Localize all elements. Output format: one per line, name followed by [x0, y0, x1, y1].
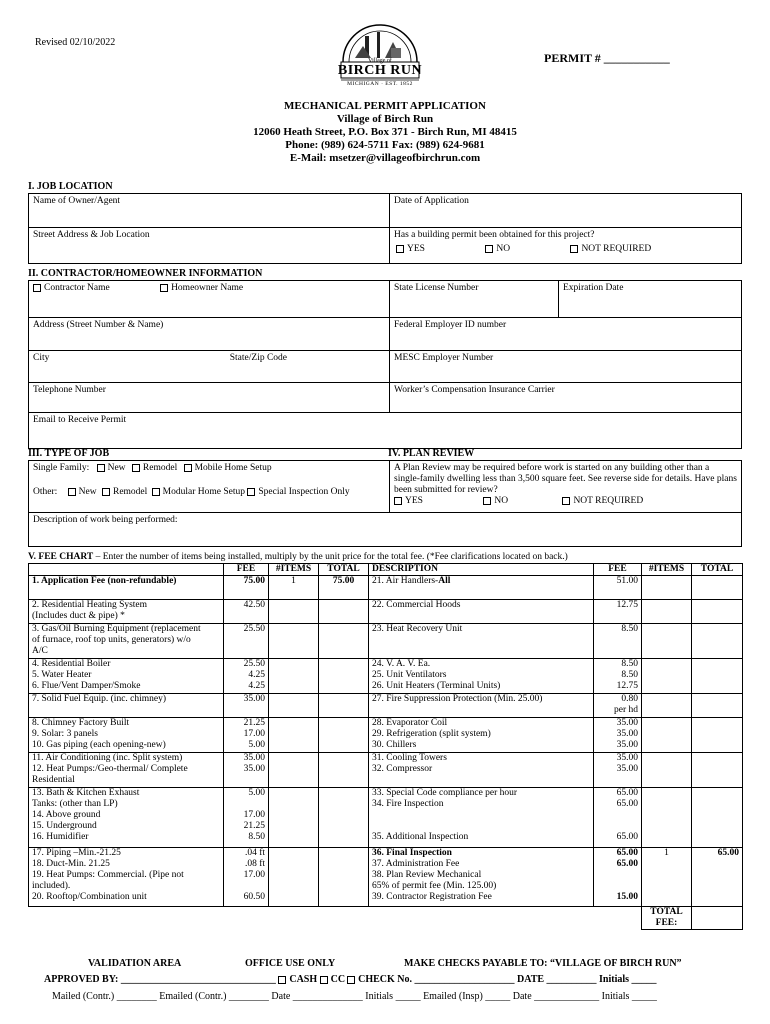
mailed-line[interactable]: Mailed (Contr.) ________ Emailed (Contr.) ________ Date ______________ Initials _____ Emailed (Insp) _____ Date _____________ Initials _____	[52, 991, 657, 1002]
validation-area-label: VALIDATION AREA	[88, 958, 182, 969]
fee-chart-title-bold: V. FEE CHART	[28, 552, 94, 562]
fee-chart-title	[28, 552, 568, 563]
form-header	[180, 100, 590, 165]
workers-comp-field[interactable]	[390, 383, 742, 413]
items-input[interactable]	[269, 694, 319, 718]
village-address: 12060 Heath Street, P.O. Box 371 - Birch Run, MI 48415	[253, 126, 517, 138]
total-input[interactable]	[319, 694, 369, 718]
street-address-label: Street Address & Job Location	[33, 230, 150, 240]
plan-yes-option[interactable]	[394, 496, 423, 506]
plan-not-required-option[interactable]	[562, 496, 643, 506]
option-label: Remodel	[142, 463, 178, 473]
email-permit-field[interactable]	[29, 413, 742, 449]
fee-description: 11. Air Conditioning (inc. Split system) 12. Heat Pumps:/Geo-thermal/ Complete Residential	[29, 753, 224, 788]
telephone-label: Telephone Number	[33, 385, 106, 395]
total-input[interactable]: 75.00	[319, 576, 369, 600]
checkbox-icon	[562, 497, 570, 505]
total-input[interactable]	[319, 718, 369, 753]
workers-comp-label: Worker’s Compensation Insurance Carrier	[394, 385, 555, 395]
blank-cell	[224, 907, 269, 930]
fee-description: 7. Solid Fuel Equip. (inc. chimney)	[29, 694, 224, 718]
check-number-field[interactable]: CHECK No. ____________________ DATE __________ Initials _____	[358, 974, 657, 985]
total-input[interactable]	[319, 624, 369, 659]
fee-row	[29, 659, 743, 694]
total-fee-input[interactable]	[692, 907, 743, 930]
date-application-label: Date of Application	[394, 196, 469, 206]
section-plan-review-title: IV. PLAN REVIEW	[388, 448, 475, 459]
fein-label: Federal Employer ID number	[394, 320, 507, 330]
fee-amount: 51.00	[594, 576, 642, 600]
fee-amount: 35.00 35.00	[594, 753, 642, 788]
license-label: State License Number	[394, 283, 479, 293]
items-header: #ITEMS	[269, 564, 319, 576]
mesc-label: MESC Employer Number	[394, 353, 494, 363]
license-field[interactable]	[390, 281, 559, 317]
fee-row	[29, 848, 743, 907]
checkbox-icon	[160, 284, 168, 292]
items-input[interactable]	[269, 659, 319, 694]
items-input[interactable]	[269, 848, 319, 907]
fee-description: 22. Commercial Hoods	[369, 600, 594, 624]
items-input[interactable]	[642, 600, 692, 624]
job-type-plan-table	[28, 460, 742, 547]
fee-description: 4. Residential Boiler 5. Water Heater 6. Flue/Vent Damper/Smoke	[29, 659, 224, 694]
checkbox-icon	[247, 488, 255, 496]
village-email: E-Mail: msetzer@villageofbirchrun.com	[289, 152, 481, 164]
checkbox-icon	[102, 488, 110, 496]
items-input[interactable]	[269, 624, 319, 659]
fee-amount: 12.75	[594, 600, 642, 624]
fee-chart-table	[28, 563, 743, 930]
checkbox-icon	[184, 464, 192, 472]
village-name: Village of Birch Run	[336, 113, 434, 125]
items-input[interactable]	[642, 753, 692, 788]
city-state-zip-field[interactable]	[29, 351, 390, 383]
mobile-home-option[interactable]	[184, 463, 272, 473]
fee-description: 21. Air Handlers-All	[369, 576, 594, 600]
option-label: YES	[407, 244, 425, 254]
fee-description: 36. Final Inspection 37. Administration Fee 38. Plan Review Mechanical 65% of permit fee (Min. 125.00) 39. Contractor Registration Fee	[369, 848, 594, 907]
blank-cell	[369, 907, 594, 930]
total-input[interactable]	[692, 788, 743, 848]
checkbox-icon	[394, 497, 402, 505]
total-input[interactable]	[692, 659, 743, 694]
building-permit-question	[390, 228, 742, 264]
cc-option[interactable]: CC	[330, 974, 346, 985]
owner-field[interactable]	[29, 194, 390, 228]
fee-description: 2. Residential Heating System (Includes duct & pipe) *	[29, 600, 224, 624]
village-phone: Phone: (989) 624-5711 Fax: (989) 624-9681	[285, 139, 485, 151]
total-input[interactable]	[692, 624, 743, 659]
fee-amount: 35.00 35.00	[224, 753, 269, 788]
checkbox-icon	[33, 284, 41, 292]
job-type-cell	[29, 461, 390, 513]
building-not-required-option[interactable]	[570, 244, 651, 254]
option-label: NOT REQUIRED	[581, 244, 652, 254]
checkbox-icon	[132, 464, 140, 472]
items-input[interactable]	[642, 718, 692, 753]
expiration-field[interactable]	[559, 281, 742, 317]
fee-amount: 42.50	[224, 600, 269, 624]
fee-header-row	[29, 564, 743, 576]
items-input[interactable]	[269, 788, 319, 848]
fee-amount: 65.00 65.00 65.00	[594, 788, 642, 848]
total-input[interactable]	[692, 576, 743, 600]
other-label: Other:	[33, 487, 58, 497]
option-label: NO	[494, 496, 509, 506]
section-job-location-title: I. JOB LOCATION	[28, 181, 113, 192]
blank-cell	[319, 907, 369, 930]
fein-field[interactable]	[390, 318, 742, 351]
cash-option[interactable]: CASH	[289, 974, 318, 985]
village-logo	[335, 20, 425, 90]
fee-amount: 8.50 8.50 12.75	[594, 659, 642, 694]
items-input[interactable]	[642, 788, 692, 848]
total-input[interactable]	[319, 753, 369, 788]
fee-amount: 25.50 4.25 4.25	[224, 659, 269, 694]
fee-amount: 0.80 per hd	[594, 694, 642, 718]
total-input[interactable]	[692, 600, 743, 624]
option-label: NOT REQUIRED	[573, 496, 644, 506]
plan-review-text: A Plan Review may be required before work is started on any building other than a single-family dwelling less than 3,500 square feet. See reverse side for details. Have plans been submitted for review?	[394, 463, 737, 495]
items-input[interactable]	[642, 694, 692, 718]
option-label: NO	[496, 244, 511, 254]
blank-cell	[269, 907, 319, 930]
fee-row	[29, 576, 743, 600]
checkbox-icon	[570, 245, 578, 253]
special-inspection-option[interactable]	[247, 487, 349, 497]
fee-amount: .04 ft .08 ft 17.00 60.50	[224, 848, 269, 907]
state-zip-label: State/Zip Code	[229, 353, 288, 363]
fee-amount: 5.00 17.00 21.25 8.50	[224, 788, 269, 848]
section-type-of-job-title: III. TYPE OF JOB	[28, 448, 110, 459]
option-label: Remodel	[112, 487, 148, 497]
approved-by-field[interactable]: APPROVED BY: _______________________________	[44, 974, 276, 985]
option-label: New	[78, 487, 97, 497]
homeowner-option[interactable]	[160, 283, 243, 293]
building-permit-label: Has a building permit been obtained for this project?	[394, 230, 595, 240]
fee-header: FEE	[594, 564, 642, 576]
items-input[interactable]	[269, 600, 319, 624]
revised-date: Revised 02/10/2022	[35, 37, 116, 48]
plan-review-cell	[390, 461, 742, 513]
plan-no-option[interactable]	[483, 496, 508, 506]
total-header: TOTAL	[319, 564, 369, 576]
permit-number[interactable]: PERMIT # ___________	[544, 51, 670, 65]
total-fee-row	[29, 907, 743, 930]
building-no-option[interactable]	[485, 244, 510, 254]
office-use-label: OFFICE USE ONLY	[245, 958, 336, 969]
contractor-option[interactable]	[33, 283, 110, 293]
email-permit-label: Email to Receive Permit	[33, 415, 127, 425]
form-title: MECHANICAL PERMIT APPLICATION	[284, 100, 486, 112]
logo-line2: BIRCH RUN	[337, 63, 423, 78]
street-address-field[interactable]	[29, 228, 390, 264]
address-label: Address (Street Number & Name)	[33, 320, 164, 330]
option-label: New	[107, 463, 126, 473]
option-label: YES	[405, 496, 423, 506]
checkbox-icon	[97, 464, 105, 472]
fee-description: 3. Gas/Oil Burning Equipment (replacement of furnace, roof top units, generators) w/o A/C	[29, 624, 224, 659]
fee-row	[29, 788, 743, 848]
other-remodel-option[interactable]	[102, 487, 147, 497]
checkbox-icon	[485, 245, 493, 253]
fee-amount: 21.25 17.00 5.00	[224, 718, 269, 753]
approval-line	[44, 974, 657, 986]
fee-amount: 25.50	[224, 624, 269, 659]
checkbox-icon[interactable]	[320, 976, 328, 984]
checkbox-icon[interactable]	[278, 976, 286, 984]
items-input[interactable]	[642, 624, 692, 659]
address-field[interactable]	[29, 318, 390, 351]
contractor-table	[28, 280, 742, 449]
blank-cell	[29, 907, 224, 930]
checkbox-icon	[152, 488, 160, 496]
checkbox-icon	[68, 488, 76, 496]
single-new-option[interactable]	[97, 463, 126, 473]
items-input[interactable]	[642, 659, 692, 694]
fee-description: 17. Piping –Min.-21.25 18. Duct-Min. 21.25 19. Heat Pumps: Commercial. (Pipe not included). 20. Rooftop/Combination unit	[29, 848, 224, 907]
option-label: Special Inspection Only	[258, 487, 350, 497]
fee-amount: 35.00 35.00 35.00	[594, 718, 642, 753]
fee-amount: 65.00 65.00 15.00	[594, 848, 642, 907]
fee-amount: 8.50	[594, 624, 642, 659]
fee-description: 27. Fire Suppression Protection (Min. 25.00)	[369, 694, 594, 718]
fee-amount: 75.00	[224, 576, 269, 600]
telephone-field[interactable]	[29, 383, 390, 413]
checks-payable-label: MAKE CHECKS PAYABLE TO: “VILLAGE OF BIRCH RUN”	[404, 958, 682, 969]
fee-amount: 35.00	[224, 694, 269, 718]
total-input[interactable]	[692, 753, 743, 788]
work-description-label: Description of work being performed:	[33, 515, 178, 525]
total-input[interactable]	[319, 788, 369, 848]
total-fee-label: TOTAL FEE:	[642, 907, 692, 930]
items-input[interactable]	[269, 753, 319, 788]
fee-row	[29, 600, 743, 624]
fee-description: 31. Cooling Towers 32. Compressor	[369, 753, 594, 788]
fee-description: 8. Chimney Factory Built 9. Solar: 3 panels 10. Gas piping (each opening-new)	[29, 718, 224, 753]
checkbox-icon	[483, 497, 491, 505]
other-new-option[interactable]	[68, 487, 97, 497]
total-input[interactable]	[692, 694, 743, 718]
homeowner-label: Homeowner Name	[171, 283, 244, 293]
date-application-field[interactable]	[390, 194, 742, 228]
fee-description: 33. Special Code compliance per hour 34. Fire Inspection 35. Additional Inspection	[369, 788, 594, 848]
blank-cell	[594, 907, 642, 930]
items-input[interactable]: 1	[269, 576, 319, 600]
fee-description: 24. V. A. V. Ea. 25. Unit Ventilators 26. Unit Heaters (Terminal Units)	[369, 659, 594, 694]
fee-row	[29, 753, 743, 788]
single-remodel-option[interactable]	[132, 463, 177, 473]
fee-header: FEE	[224, 564, 269, 576]
total-input[interactable]	[319, 659, 369, 694]
modular-home-option[interactable]	[152, 487, 245, 497]
total-input[interactable]	[692, 718, 743, 753]
items-input[interactable]	[269, 718, 319, 753]
fee-header-blank	[29, 564, 224, 576]
logo-line1: Village of	[368, 58, 392, 64]
contractor-label: Contractor Name	[44, 283, 110, 293]
fee-row	[29, 694, 743, 718]
building-yes-option[interactable]	[396, 244, 425, 254]
mesc-field[interactable]	[390, 351, 742, 383]
description-header: DESCRIPTION	[369, 564, 594, 576]
items-input[interactable]: 1	[642, 848, 692, 907]
city-label: City	[33, 353, 50, 363]
fee-row	[29, 624, 743, 659]
total-header: TOTAL	[692, 564, 743, 576]
logo-line3: MICHIGAN · EST. 1852	[347, 81, 413, 87]
items-input[interactable]	[642, 576, 692, 600]
items-header: #ITEMS	[642, 564, 692, 576]
fee-description: 28. Evaporator Coil 29. Refrigeration (split system) 30. Chillers	[369, 718, 594, 753]
checkbox-icon	[396, 245, 404, 253]
fee-description: 1. Application Fee (non-refundable)	[29, 576, 224, 600]
contractor-homeowner-field[interactable]	[29, 281, 390, 318]
total-input[interactable]: 65.00	[692, 848, 743, 907]
single-family-label: Single Family:	[33, 463, 90, 473]
checkbox-icon[interactable]	[347, 976, 355, 984]
fee-chart-instructions: – Enter the number of items being installed, multiply by the unit price for the total fee. (*Fee clarifications located on back.)	[93, 552, 568, 562]
option-label: Mobile Home Setup	[194, 463, 272, 473]
expiration-label: Expiration Date	[563, 283, 624, 293]
section-contractor-title: II. CONTRACTOR/HOMEOWNER INFORMATION	[28, 268, 263, 279]
fee-row	[29, 718, 743, 753]
job-location-table	[28, 193, 742, 264]
work-description-field[interactable]	[29, 513, 742, 547]
fee-description: 23. Heat Recovery Unit	[369, 624, 594, 659]
total-input[interactable]	[319, 600, 369, 624]
total-input[interactable]	[319, 848, 369, 907]
option-label: Modular Home Setup	[162, 487, 245, 497]
owner-label: Name of Owner/Agent	[33, 196, 121, 206]
fee-description: 13. Bath & Kitchen Exhaust Tanks: (other than LP) 14. Above ground 15. Underground 16. Humidifier	[29, 788, 224, 848]
license-expiration-cell	[390, 281, 742, 318]
